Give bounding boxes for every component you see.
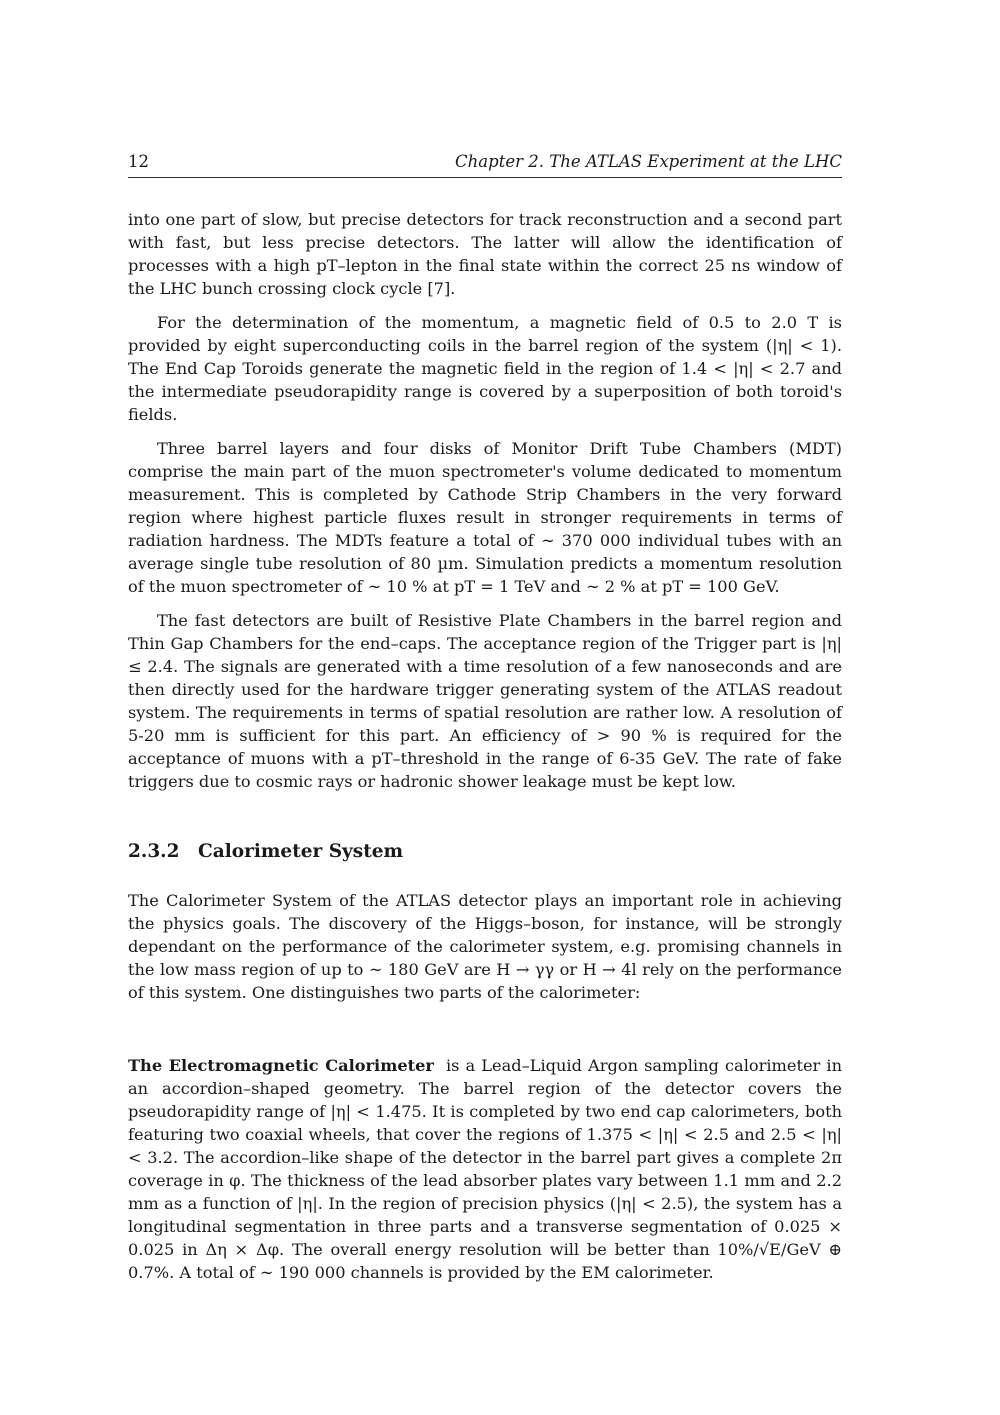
paragraph-em-calorimeter xyxy=(128,1054,842,1284)
section-heading xyxy=(128,841,842,862)
paragraph-magnetic-field: For the determination of the momentum, a magnetic field of 0.5 to 2.0 T is provided by eight superconducting coils in the barrel region of the system (|η| < 1). The End Cap Toroids generate the magnetic field in the region of 1.4 < |η| < 2.7 and the intermediate pseudorapidity range is covered by a superposition of both toroid's fields. xyxy=(128,313,842,424)
section-number: 2.3.2 xyxy=(128,841,180,862)
page-number: 12 xyxy=(128,152,149,171)
paragraph-mdt: Three barrel layers and four disks of Monitor Drift Tube Chambers (MDT) comprise the main part of the muon spectrometer's volume dedicated to momentum measurement. This is completed by Cathode Strip Chambers in the very forward region where highest particle fluxes result in stronger requirements in terms of radiation hardness. The MDTs feature a total of ∼ 370 000 individual tubes with an average single tube resolution of 80 µm. Simulation predicts a momentum resolution of the muon spectrometer of ∼ 10 % at pT = 1 TeV and ∼ 2 % at pT = 100 GeV. xyxy=(128,439,842,596)
running-header xyxy=(128,152,842,178)
em-calorimeter-heading: The Electromagnetic Calorimeter xyxy=(128,1056,434,1075)
paragraph-fast-detectors: The fast detectors are built of Resistive Plate Chambers in the barrel region and Thin Gap Chambers for the end–caps. The acceptance region of the Trigger part is |η| ≤ 2.4. The signals are generated with a time resolution of a few nanoseconds and are then directly used for the hardware trigger generating system of the ATLAS readout system. The requirements in terms of spatial resolution are rather low. A resolution of 5-20 mm is sufficient for this part. An efficiency of > 90 % is required for the acceptance of muons with a pT–threshold in the range of 6-35 GeV. The rate of fake triggers due to cosmic rays or hadronic shower leakage must be kept low. xyxy=(128,611,842,791)
em-calorimeter-text: is a Lead–Liquid Argon sampling calorimeter in an accordion–shaped geometry. The barrel region of the detector covers the pseudorapidity range of |η| < 1.475. It is completed by two end cap calorimeters, both featuring two coaxial wheels, that cover the regions of 1.375 < |η| < 2.5 and 2.5 < |η| < 3.2. The accordion–like shape of the detector in the barrel part gives a complete 2π coverage in φ. The thickness of the lead absorber plates vary between 1.1 mm and 2.2 mm as a function of |η|. In the region of precision physics (|η| < 2.5), the system has a longitudinal segmentation in three parts and a transverse segmentation of 0.025 × 0.025 in Δη × Δφ. The overall energy resolution will be better than 10%/√E/GeV ⊕ 0.7%. A total of ∼ 190 000 channels is provided by the EM calorimeter. xyxy=(128,1056,842,1282)
section-title: Calorimeter System xyxy=(198,841,404,862)
page xyxy=(128,152,842,1284)
paragraph-calorimeter-intro: The Calorimeter System of the ATLAS detector plays an important role in achieving the physics goals. The discovery of the Higgs–boson, for instance, will be strongly dependant on the performance of the calorimeter system, e.g. promising channels in the low mass region of up to ∼ 180 GeV are H → γγ or H → 4l rely on the performance of this system. One distinguishes two parts of the calorimeter: xyxy=(128,891,842,1002)
paragraph-detectors: into one part of slow, but precise detectors for track reconstruction and a second part with fast, but less precise detectors. The latter will allow the identification of processes with a high pT–lepton in the final state within the correct 25 ns window of the LHC bunch crossing clock cycle [7]. xyxy=(128,210,842,298)
chapter-title: Chapter 2. The ATLAS Experiment at the LHC xyxy=(455,152,842,171)
